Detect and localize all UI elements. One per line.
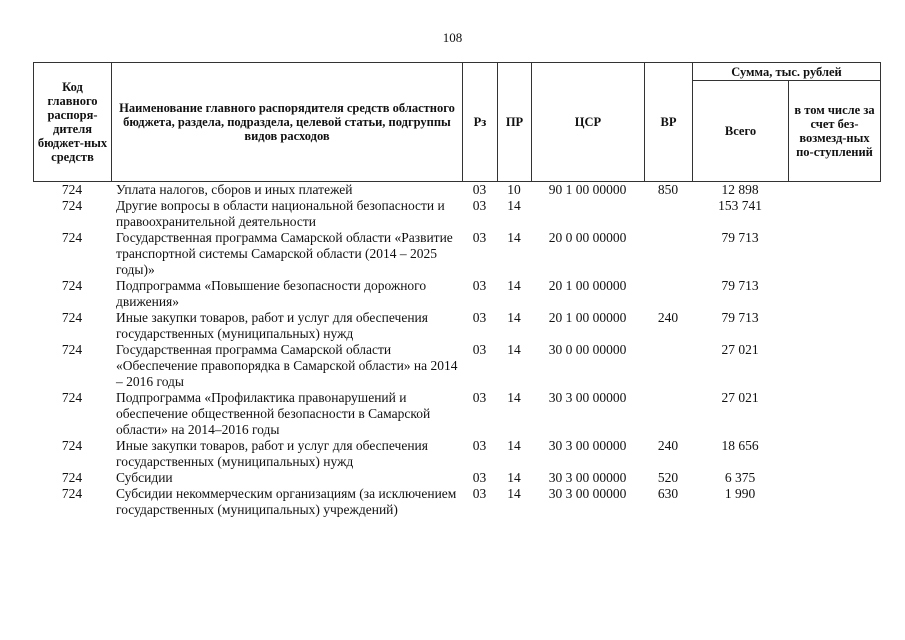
cell-csr: 30 3 00 00000 bbox=[548, 438, 627, 453]
cell-pr: 14 bbox=[507, 470, 521, 485]
cell-rz: 03 bbox=[472, 310, 487, 325]
table-row bbox=[33, 198, 880, 230]
cell-code: 724 bbox=[61, 486, 83, 501]
table-row bbox=[33, 342, 880, 390]
cell-code: 724 bbox=[61, 278, 83, 293]
budget-table-header bbox=[33, 62, 881, 182]
cell-name: Подпрограмма «Профилактика правонарушений и обеспечение общественной безопасности в Самарской области» на 2014–2016 годы bbox=[116, 390, 431, 437]
cell-vr: 520 bbox=[657, 470, 679, 485]
cell-name: Государственная программа Самарской области «Обеспечение правопорядка в Самарской области» на 2014 – 2016 годы bbox=[116, 342, 458, 389]
cell-total: 27 021 bbox=[721, 342, 759, 357]
cell-name: Другие вопросы в области национальной безопасности и правоохранительной деятельности bbox=[116, 198, 445, 229]
cell-vr bbox=[644, 198, 692, 230]
cell-vr bbox=[644, 278, 692, 310]
cell-rz: 03 bbox=[472, 470, 487, 485]
cell-total: 6 375 bbox=[724, 470, 756, 485]
cell-incl bbox=[788, 486, 880, 518]
header-total: Всего bbox=[693, 81, 789, 182]
cell-code: 724 bbox=[61, 342, 83, 357]
cell-vr bbox=[644, 230, 692, 278]
page-number: 108 bbox=[442, 30, 463, 45]
cell-total: 79 713 bbox=[721, 230, 759, 245]
cell-incl bbox=[788, 182, 880, 198]
cell-csr: 30 3 00 00000 bbox=[548, 486, 627, 501]
cell-total: 79 713 bbox=[721, 310, 759, 325]
table-row bbox=[33, 438, 880, 470]
cell-name: Уплата налогов, сборов и иных платежей bbox=[116, 182, 353, 197]
cell-pr: 10 bbox=[507, 182, 521, 197]
header-vr: ВР bbox=[645, 63, 693, 182]
table-row bbox=[33, 278, 880, 310]
cell-pr: 14 bbox=[507, 278, 521, 293]
cell-total: 153 741 bbox=[718, 198, 762, 213]
cell-rz: 03 bbox=[472, 342, 487, 357]
table-row bbox=[33, 182, 880, 198]
cell-rz: 03 bbox=[472, 198, 487, 213]
cell-incl bbox=[788, 470, 880, 486]
cell-vr: 240 bbox=[657, 310, 679, 325]
cell-rz: 03 bbox=[472, 438, 487, 453]
cell-code: 724 bbox=[61, 390, 83, 405]
cell-incl bbox=[788, 310, 880, 342]
table-row bbox=[33, 486, 880, 518]
header-sum: Сумма, тыс. рублей bbox=[693, 63, 881, 81]
cell-csr: 20 0 00 00000 bbox=[548, 230, 627, 245]
cell-incl bbox=[788, 342, 880, 390]
table-row bbox=[33, 470, 880, 486]
cell-vr: 240 bbox=[657, 438, 679, 453]
cell-name: Иные закупки товаров, работ и услуг для обеспечения государственных (муниципальных) нужд bbox=[116, 438, 428, 469]
cell-pr: 14 bbox=[507, 390, 521, 405]
cell-total: 27 021 bbox=[721, 390, 759, 405]
cell-rz: 03 bbox=[472, 278, 487, 293]
cell-name: Субсидии некоммерческим организациям (за исключением государственных (муниципальных) учреждений) bbox=[116, 486, 457, 517]
cell-csr: 90 1 00 00000 bbox=[548, 182, 627, 197]
cell-total: 12 898 bbox=[721, 182, 759, 197]
cell-total: 79 713 bbox=[721, 278, 759, 293]
cell-pr: 14 bbox=[507, 230, 521, 245]
cell-code: 724 bbox=[61, 470, 83, 485]
cell-incl bbox=[788, 198, 880, 230]
cell-code: 724 bbox=[61, 310, 83, 325]
cell-pr: 14 bbox=[507, 486, 521, 501]
cell-incl bbox=[788, 278, 880, 310]
cell-name: Субсидии bbox=[116, 470, 173, 485]
header-incl: в том числе за счет без-возмезд-ных по-ступлений bbox=[789, 81, 881, 182]
cell-csr: 30 3 00 00000 bbox=[548, 470, 627, 485]
cell-pr: 14 bbox=[507, 198, 521, 213]
cell-csr: 20 1 00 00000 bbox=[548, 310, 627, 325]
header-name: Наименование главного распорядителя средств областного бюджета, раздела, подраздела, целевой статьи, подгруппы видов расходов bbox=[112, 63, 463, 182]
cell-code: 724 bbox=[61, 182, 83, 197]
cell-code: 724 bbox=[61, 198, 83, 213]
cell-code: 724 bbox=[61, 230, 83, 245]
cell-csr: 30 0 00 00000 bbox=[548, 342, 627, 357]
cell-vr bbox=[644, 342, 692, 390]
header-csr: ЦСР bbox=[532, 63, 645, 182]
cell-rz: 03 bbox=[472, 486, 487, 501]
header-code: Код главного распоря-дителя бюджет-ных средств bbox=[34, 63, 112, 182]
table-row bbox=[33, 310, 880, 342]
cell-rz: 03 bbox=[472, 182, 487, 197]
cell-name: Подпрограмма «Повышение безопасности дорожного движения» bbox=[116, 278, 427, 309]
header-rz: Рз bbox=[463, 63, 498, 182]
cell-vr: 850 bbox=[657, 182, 679, 197]
cell-incl bbox=[788, 438, 880, 470]
cell-vr bbox=[644, 390, 692, 438]
cell-rz: 03 bbox=[472, 230, 487, 245]
cell-pr: 14 bbox=[507, 342, 521, 357]
cell-incl bbox=[788, 230, 880, 278]
cell-vr: 630 bbox=[657, 486, 679, 501]
cell-incl bbox=[788, 390, 880, 438]
table-row bbox=[33, 230, 880, 278]
header-pr: ПР bbox=[498, 63, 532, 182]
cell-code: 724 bbox=[61, 438, 83, 453]
cell-rz: 03 bbox=[472, 390, 487, 405]
cell-total: 18 656 bbox=[721, 438, 759, 453]
cell-total: 1 990 bbox=[724, 486, 756, 501]
budget-table-body bbox=[33, 182, 880, 518]
cell-pr: 14 bbox=[507, 438, 521, 453]
cell-pr: 14 bbox=[507, 310, 521, 325]
cell-csr: 30 3 00 00000 bbox=[548, 390, 627, 405]
cell-name: Иные закупки товаров, работ и услуг для обеспечения государственных (муниципальных) нужд bbox=[116, 310, 428, 341]
table-row bbox=[33, 390, 880, 438]
cell-csr bbox=[531, 198, 644, 230]
cell-name: Государственная программа Самарской области «Развитие транспортной системы Самарской области (2014 – 2025 годы)» bbox=[116, 230, 453, 277]
cell-csr: 20 1 00 00000 bbox=[548, 278, 627, 293]
